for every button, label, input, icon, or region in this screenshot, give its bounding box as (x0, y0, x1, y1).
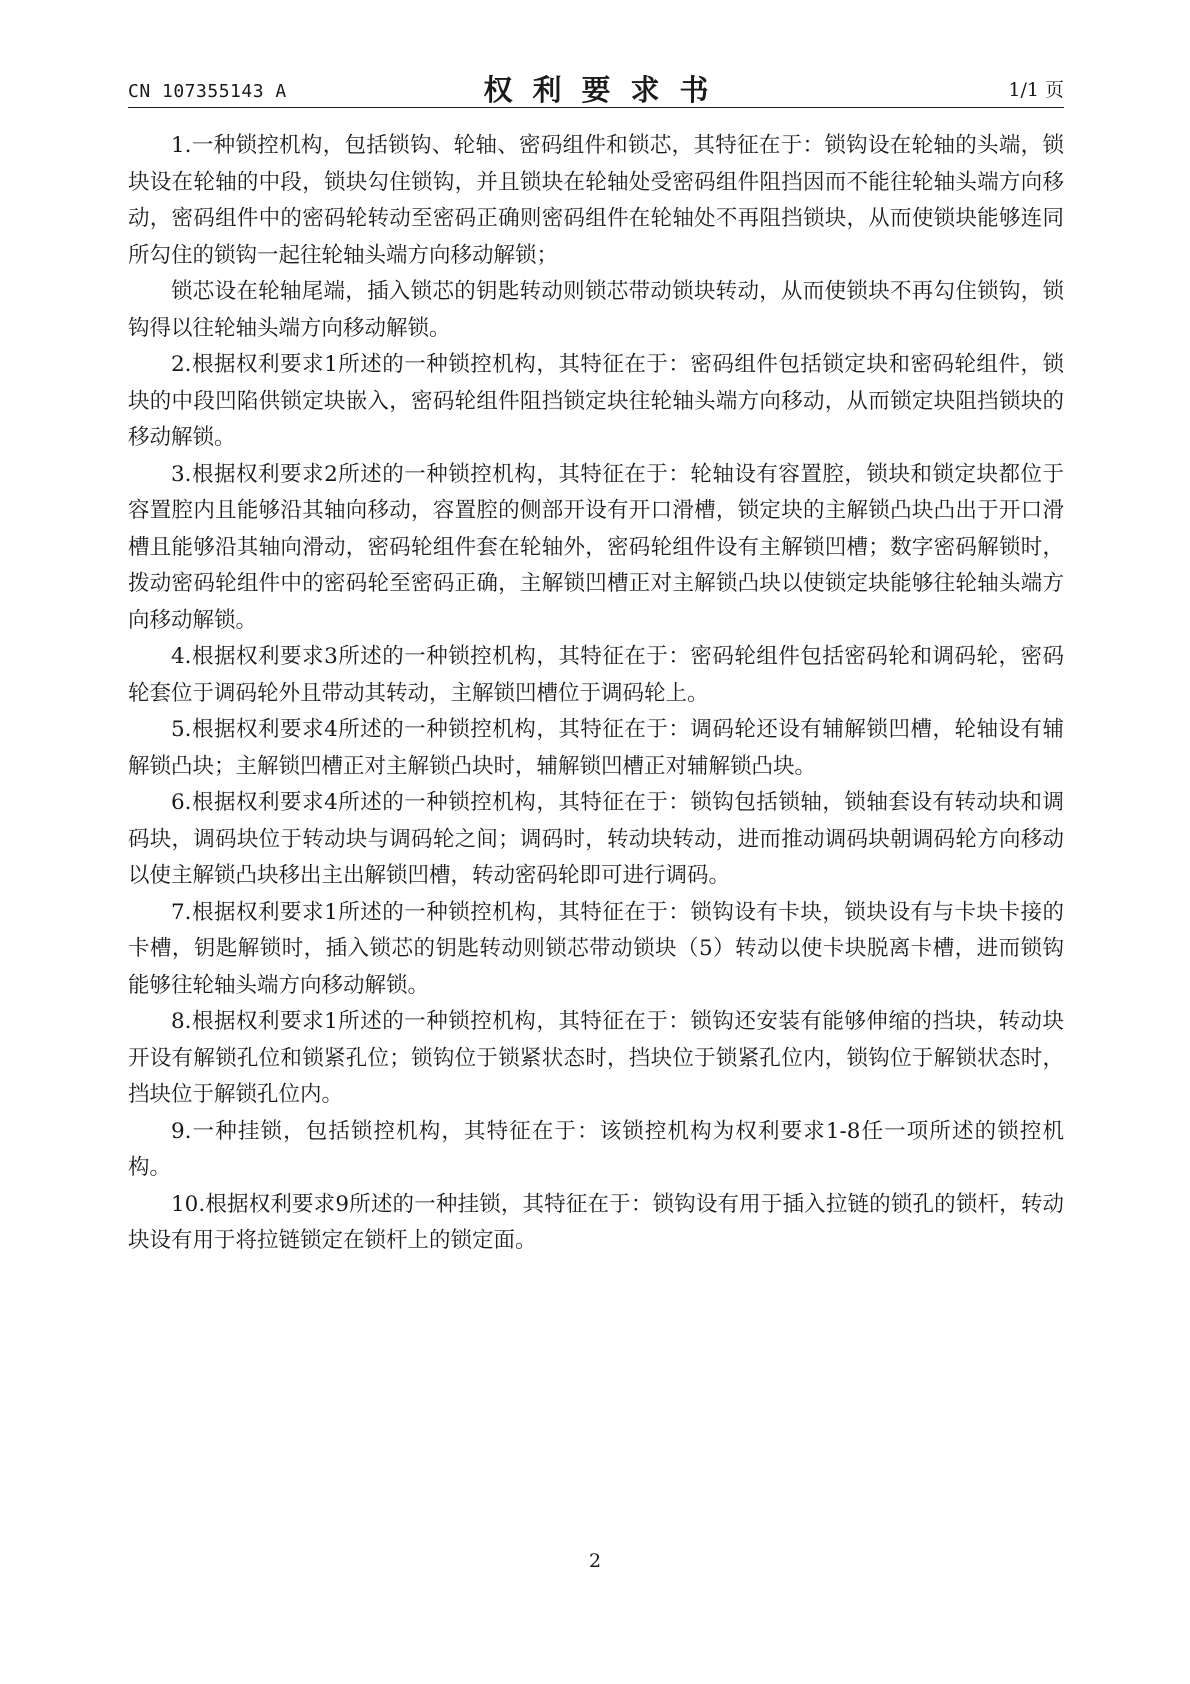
claim-2: 2.根据权利要求1所述的一种锁控机构，其特征在于：密码组件包括锁定块和密码轮组件，锁块的中段凹陷供锁定块嵌入，密码轮组件阻挡锁定块往轮轴头端方向移动，从而锁定块阻挡锁块的移动解锁。 (128, 352, 1064, 450)
claim-10: 10.根据权利要求9所述的一种挂锁，其特征在于：锁钩设有用于插入拉链的锁孔的锁杆，转动块设有用于将拉链锁定在锁杆上的锁定面。 (128, 1191, 1064, 1253)
document-title: 权利要求书 (483, 73, 729, 107)
claim-1: 1.一种锁控机构，包括锁钩、轮轴、密码组件和锁芯，其特征在于：锁钩设在轮轴的头端，锁块设在轮轴的中段，锁块勾住锁钩，并且锁块在轮轴处受密码组件阻挡因而不能往轮轴头端方向移动，密码组件中的密码轮转动至密码正确则密码组件在轮轴处不再阻挡锁块，从而使锁块能够连同所勾住的锁钩一起往轮轴头端方向移动解锁； (128, 133, 1064, 268)
claim-6: 6.根据权利要求4所述的一种锁控机构，其特征在于：锁钩包括锁轴，锁轴套设有转动块和调码块，调码块位于转动块与调码轮之间；调码时，转动块转动，进而推动调码块朝调码轮方向移动以使主解锁凸块移出主出解锁凹槽，转动密码轮即可进行调码。 (128, 790, 1064, 888)
page-header (128, 68, 1064, 106)
claim-7: 7.根据权利要求1所述的一种锁控机构，其特征在于：锁钩设有卡块，锁块设有与卡块卡接的卡槽，钥匙解锁时，插入锁芯的钥匙转动则锁芯带动锁块（5）转动以使卡块脱离卡槽，进而锁钩能够往轮轴头端方向移动解锁。 (128, 899, 1064, 998)
page-count: 1/1 页 (1008, 79, 1064, 101)
publication-number: CN 107355143 A (128, 81, 287, 102)
page-number: 2 (588, 1550, 602, 1572)
header-rule (128, 107, 1064, 108)
claim-1-continuation: 锁芯设在轮轴尾端，插入锁芯的钥匙转动则锁芯带动锁块转动，从而使锁块不再勾住锁钩，锁钩得以往轮轴头端方向移动解锁。 (128, 279, 1064, 341)
claim-3: 3.根据权利要求2所述的一种锁控机构，其特征在于：轮轴设有容置腔，锁块和锁定块都位于容置腔内且能够沿其轴向移动，容置腔的侧部开设有开口滑槽，锁定块的主解锁凸块凸出于开口滑槽且能够沿其轴向滑动，密码轮组件套在轮轴外，密码轮组件设有主解锁凹槽；数字密码解锁时，拨动密码轮组件中的密码轮至密码正确，主解锁凹槽正对主解锁凸块以使锁定块能够往轮轴头端方向移动解锁。 (128, 461, 1064, 633)
claim-9: 9.一种挂锁，包括锁控机构，其特征在于：该锁控机构为权利要求1-8任一项所述的锁控机构。 (128, 1118, 1064, 1180)
claim-5: 5.根据权利要求4所述的一种锁控机构，其特征在于：调码轮还设有辅解锁凹槽，轮轴设有辅解锁凸块；主解锁凹槽正对主解锁凸块时，辅解锁凹槽正对辅解锁凸块。 (128, 717, 1064, 779)
claim-8: 8.根据权利要求1所述的一种锁控机构，其特征在于：锁钩还安装有能够伸缩的挡块，转动块开设有解锁孔位和锁紧孔位；锁钩位于锁紧状态时，挡块位于锁紧孔位内，锁钩位于解锁状态时，挡块位于解锁孔位内。 (128, 1009, 1064, 1107)
claim-4: 4.根据权利要求3所述的一种锁控机构，其特征在于：密码轮组件包括密码轮和调码轮，密码轮套位于调码轮外且带动其转动，主解锁凹槽位于调码轮上。 (128, 644, 1064, 706)
claims-body (128, 128, 1064, 1260)
